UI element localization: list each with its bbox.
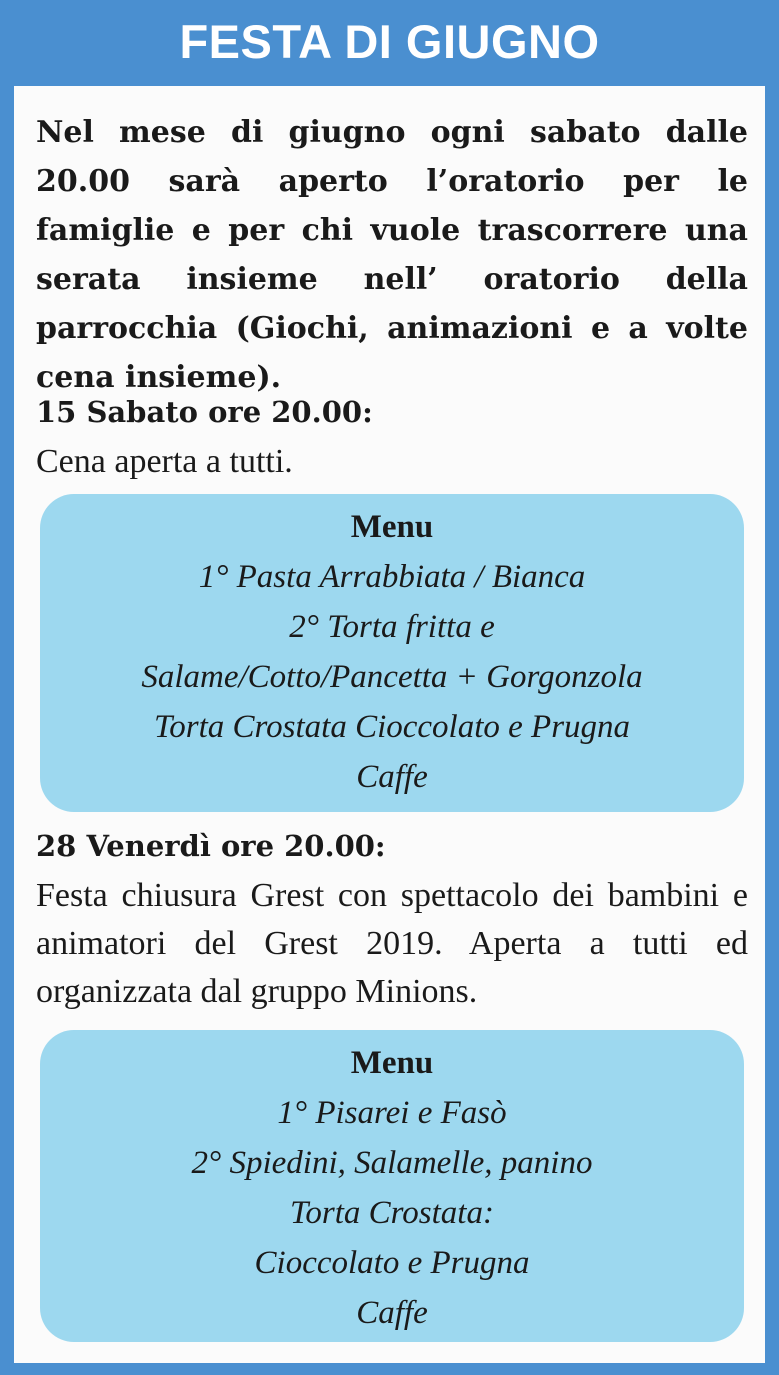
menu-item: Torta Crostata:: [290, 1195, 494, 1231]
menu-item: Caffe: [356, 1295, 428, 1331]
menu-item: 1° Pisarei e Fasò: [277, 1095, 507, 1131]
content-panel: [14, 86, 765, 1363]
menu-item: Cioccolato e Prugna: [254, 1245, 530, 1281]
menu-box-1: [40, 494, 744, 812]
page-title: FESTA DI GIUGNO: [179, 14, 600, 68]
menu-item: 2° Spiedini, Salamelle, panino: [191, 1145, 593, 1181]
menu-box-2: [40, 1030, 744, 1342]
menu-title-1: Menu: [350, 509, 434, 545]
menu-title-2: Menu: [350, 1045, 434, 1081]
menu-item: 1° Pasta Arrabbiata / Bianca: [198, 559, 586, 595]
event-heading-1: 15 Sabato ore 20.00:: [36, 395, 373, 429]
event-description-2: Festa chiusura Grest con spettacolo dei bambini e animatori del Grest 2019. Aperta a tutti ed organizzata dal gruppo Minions.: [36, 877, 748, 1010]
menu-item: Salame/Cotto/Pancetta + Gorgonzola: [141, 659, 643, 695]
menu-item: 2° Torta fritta e: [289, 609, 495, 645]
event-description-1: Cena aperta a tutti.: [36, 443, 293, 480]
menu-item: Torta Crostata Cioccolato e Prugna: [153, 709, 631, 745]
intro-paragraph: Nel mese di giugno ogni sabato dalle 20.00 sarà aperto l’oratorio per le famiglie e per chi vuole trascorrere una serata insieme nell’ oratorio della parrocchia (Giochi, animazioni e a volte cena insieme).: [36, 115, 748, 395]
menu-list-2: [40, 1088, 744, 1338]
event-heading-2: 28 Venerdì ore 20.00:: [36, 829, 386, 863]
header-banner: [0, 0, 779, 86]
menu-list-1: [40, 552, 744, 802]
menu-item: Caffe: [356, 759, 428, 795]
